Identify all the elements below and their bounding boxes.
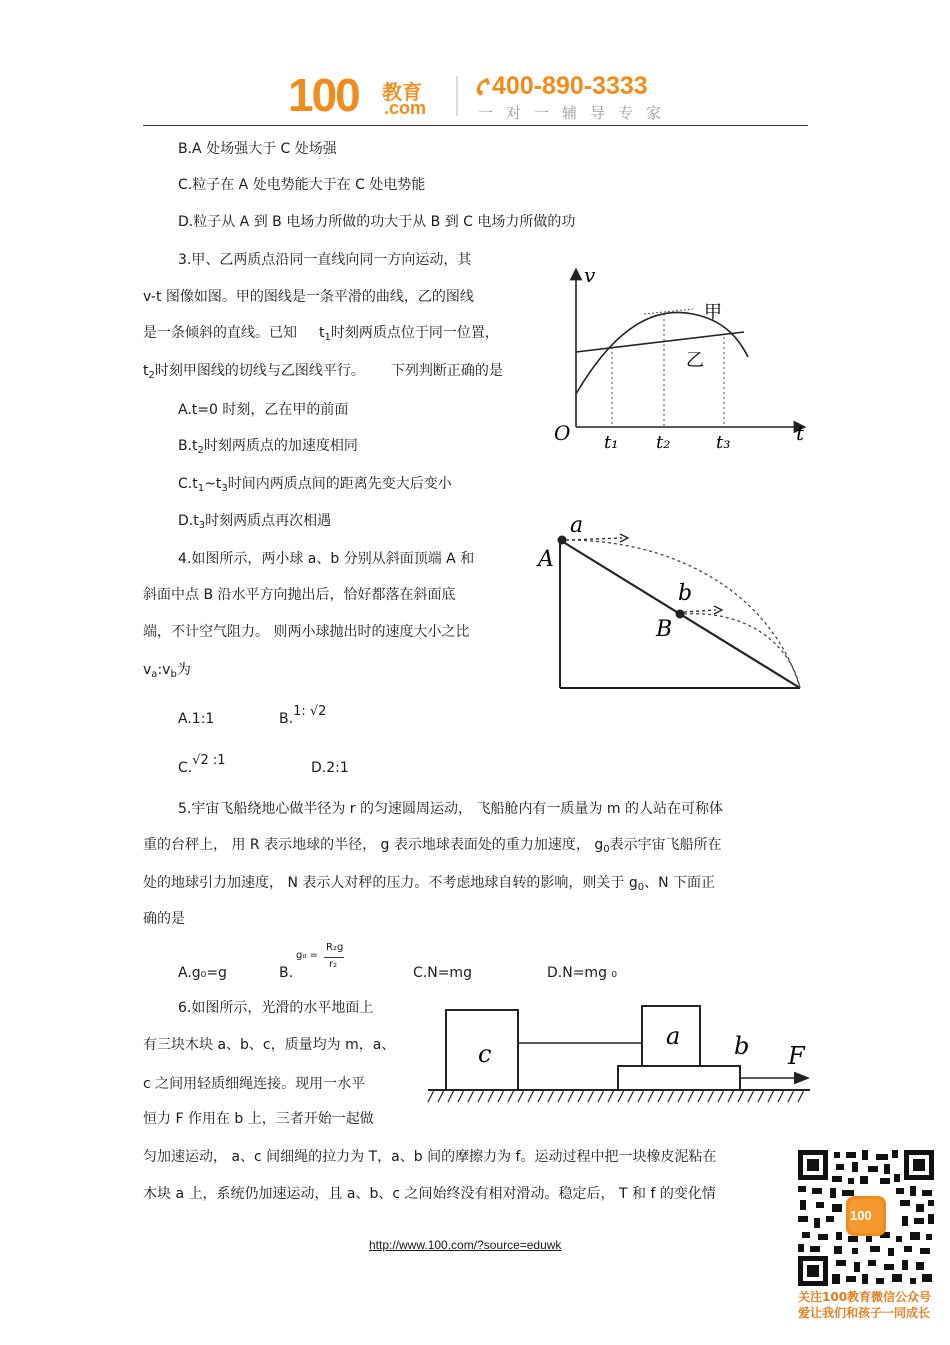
q5-stem-2: 重的台秤上， 用 R 表示地球的半径， g 表示地球表面处的重力加速度， $g_0$表示宇宙飞船所在 bbox=[143, 837, 722, 855]
q6-stem-3: c 之间用轻质细绳连接。现用一水平 bbox=[143, 1076, 366, 1092]
q5-option-b-label: B. bbox=[279, 965, 294, 981]
label-a: a bbox=[570, 513, 584, 538]
q6-stem-4: 恒力 F 作用在 b 上，三者开始一起做 bbox=[143, 1111, 374, 1127]
q4-option-a: A.1:1 bbox=[178, 711, 215, 727]
q4-stem-1: 4.如图所示，两小球 a、b 分别从斜面顶端 A 和 bbox=[178, 551, 475, 567]
header-rule bbox=[143, 125, 808, 126]
q3-option-b: $B.t_2$时刻两质点的加速度相同 bbox=[178, 438, 358, 456]
q5-stem-4: 确的是 bbox=[143, 911, 185, 927]
block-b bbox=[618, 1066, 740, 1090]
ground-hatching bbox=[428, 1090, 804, 1102]
ball-a bbox=[558, 536, 567, 545]
q3-stem-4: $t_2$时刻甲图线的切线与乙图线平行。 下列判断正确的是 bbox=[143, 363, 503, 381]
velocity-b-arrow bbox=[684, 610, 716, 612]
qr-center-logo: 100 bbox=[850, 1208, 872, 1223]
logo-number: 100 bbox=[288, 69, 359, 121]
t2-label: t₂ bbox=[656, 432, 671, 453]
yi-label: 乙 bbox=[686, 350, 704, 371]
ball-b bbox=[676, 610, 685, 619]
jia-label: 甲 bbox=[704, 302, 722, 323]
logo-chinese: 教育 bbox=[382, 80, 422, 104]
q5-stem-3: 处的地球引力加速度， N 表示人对秤的压力。不考虑地球自转的影响，则关于 $g_0$、N 下面正 bbox=[143, 875, 716, 893]
label-A: A bbox=[538, 547, 554, 572]
q6-stem-1: 6.如图所示，光滑的水平地面上 bbox=[178, 1000, 374, 1016]
q5-option-a: A.g₀=g bbox=[178, 965, 227, 981]
label-block-b: b bbox=[734, 1032, 750, 1060]
label-F: F bbox=[788, 1042, 805, 1070]
q4-stem-2: 斜面中点 B 沿水平方向抛出后，恰好都落在斜面底 bbox=[143, 587, 456, 603]
q3-stem-1: 3.甲、乙两质点沿同一直线向同一方向运动，其 bbox=[178, 252, 472, 268]
incline-figure bbox=[534, 510, 812, 695]
q6-stem-5: 匀加速运动， a、c 间细绳的拉力为 T，a、b 间的摩擦力为 f。运动过程中把一块橡皮泥粘在 bbox=[143, 1149, 717, 1165]
q5-option-d: D.N=mg ₀ bbox=[547, 965, 618, 981]
curve-jia bbox=[576, 312, 748, 394]
q3-option-d: $D.t_3$时刻两质点再次相遇 bbox=[178, 513, 332, 531]
q2-option-b: B.A 处场强大于 C 处场强 bbox=[178, 141, 337, 157]
header-divider bbox=[456, 76, 458, 116]
q2-option-c: C.粒子在 A 处电势能大于在 C 处电势能 bbox=[178, 177, 426, 193]
label-c: c bbox=[478, 1040, 492, 1068]
label-b: b bbox=[678, 581, 693, 606]
label-B: B bbox=[656, 617, 673, 642]
line-yi bbox=[576, 332, 744, 352]
qr-caption-2: 爱让我们和孩子一同成长 bbox=[798, 1306, 931, 1320]
blocks-figure bbox=[424, 1002, 814, 1112]
q5-option-b-denominator: r₂ bbox=[329, 959, 338, 970]
q3-stem-2: v-t 图像如图。甲的图线是一条平滑的曲线，乙的图线 bbox=[143, 289, 474, 305]
q6-stem-6: 木块 a 上，系统仍加速运动，且 a、b、c 之间始终没有相对滑动。稳定后， T 和 f 的变化情 bbox=[143, 1186, 716, 1202]
q4-option-d: D.2:1 bbox=[311, 760, 349, 776]
v-axis-label: v bbox=[584, 263, 596, 287]
label-block-a: a bbox=[666, 1022, 681, 1050]
q5-option-c: C.N=mg bbox=[413, 965, 472, 981]
phone-icon bbox=[474, 76, 492, 98]
q5-option-b-numerator: R₂g bbox=[326, 942, 344, 953]
q4-stem-4: $v_a:v_b$为 bbox=[143, 662, 191, 680]
q2-option-d: D.粒子从 A 到 B 电场力所做的功大于从 B 到 C 电场力所做的功 bbox=[178, 214, 576, 230]
fraction-bar bbox=[324, 957, 344, 958]
qr-caption-1: 关注100教育微信公众号 bbox=[798, 1290, 932, 1304]
q3-stem-3: 是一条倾斜的直线。已知 $t_1$时刻两质点位于同一位置， bbox=[143, 325, 499, 343]
t3-label: t₃ bbox=[716, 432, 731, 453]
slogan: 一对一辅导专家 bbox=[478, 104, 675, 122]
q3-option-c: $C.t_1\sim t_3$时间内两质点间的距离先变大后变小 bbox=[178, 476, 452, 494]
q4-stem-3: 端，不计空气阻力。 则两小球抛出时的速度大小之比 bbox=[143, 624, 470, 640]
t-axis-label: t bbox=[796, 421, 805, 445]
footer-link[interactable]: http://www.100.com/?source=eduwk bbox=[369, 1238, 562, 1252]
t1-label: t₁ bbox=[604, 432, 619, 453]
qr-code[interactable] bbox=[796, 1148, 936, 1288]
logo-domain: .com bbox=[384, 98, 427, 118]
q5-option-b-lhs: g₀ = bbox=[296, 950, 318, 961]
origin-label: O bbox=[554, 421, 571, 445]
phone-number: 400-890-3333 bbox=[492, 72, 648, 100]
q5-stem-1: 5.宇宙飞船绕地心做半径为 r 的匀速圆周运动， 飞船舱内有一质量为 m 的人站在可称体 bbox=[178, 801, 723, 817]
q3-option-a: A.t=0 时刻，乙在甲的前面 bbox=[178, 402, 349, 418]
q6-stem-2: 有三块木块 a、b、c，质量均为 m，a、 bbox=[143, 1037, 396, 1053]
q4-option-c: C.√2 :1 bbox=[178, 753, 226, 776]
q4-option-b: B.1: √2 bbox=[279, 704, 327, 727]
vt-graph-figure bbox=[548, 262, 813, 457]
